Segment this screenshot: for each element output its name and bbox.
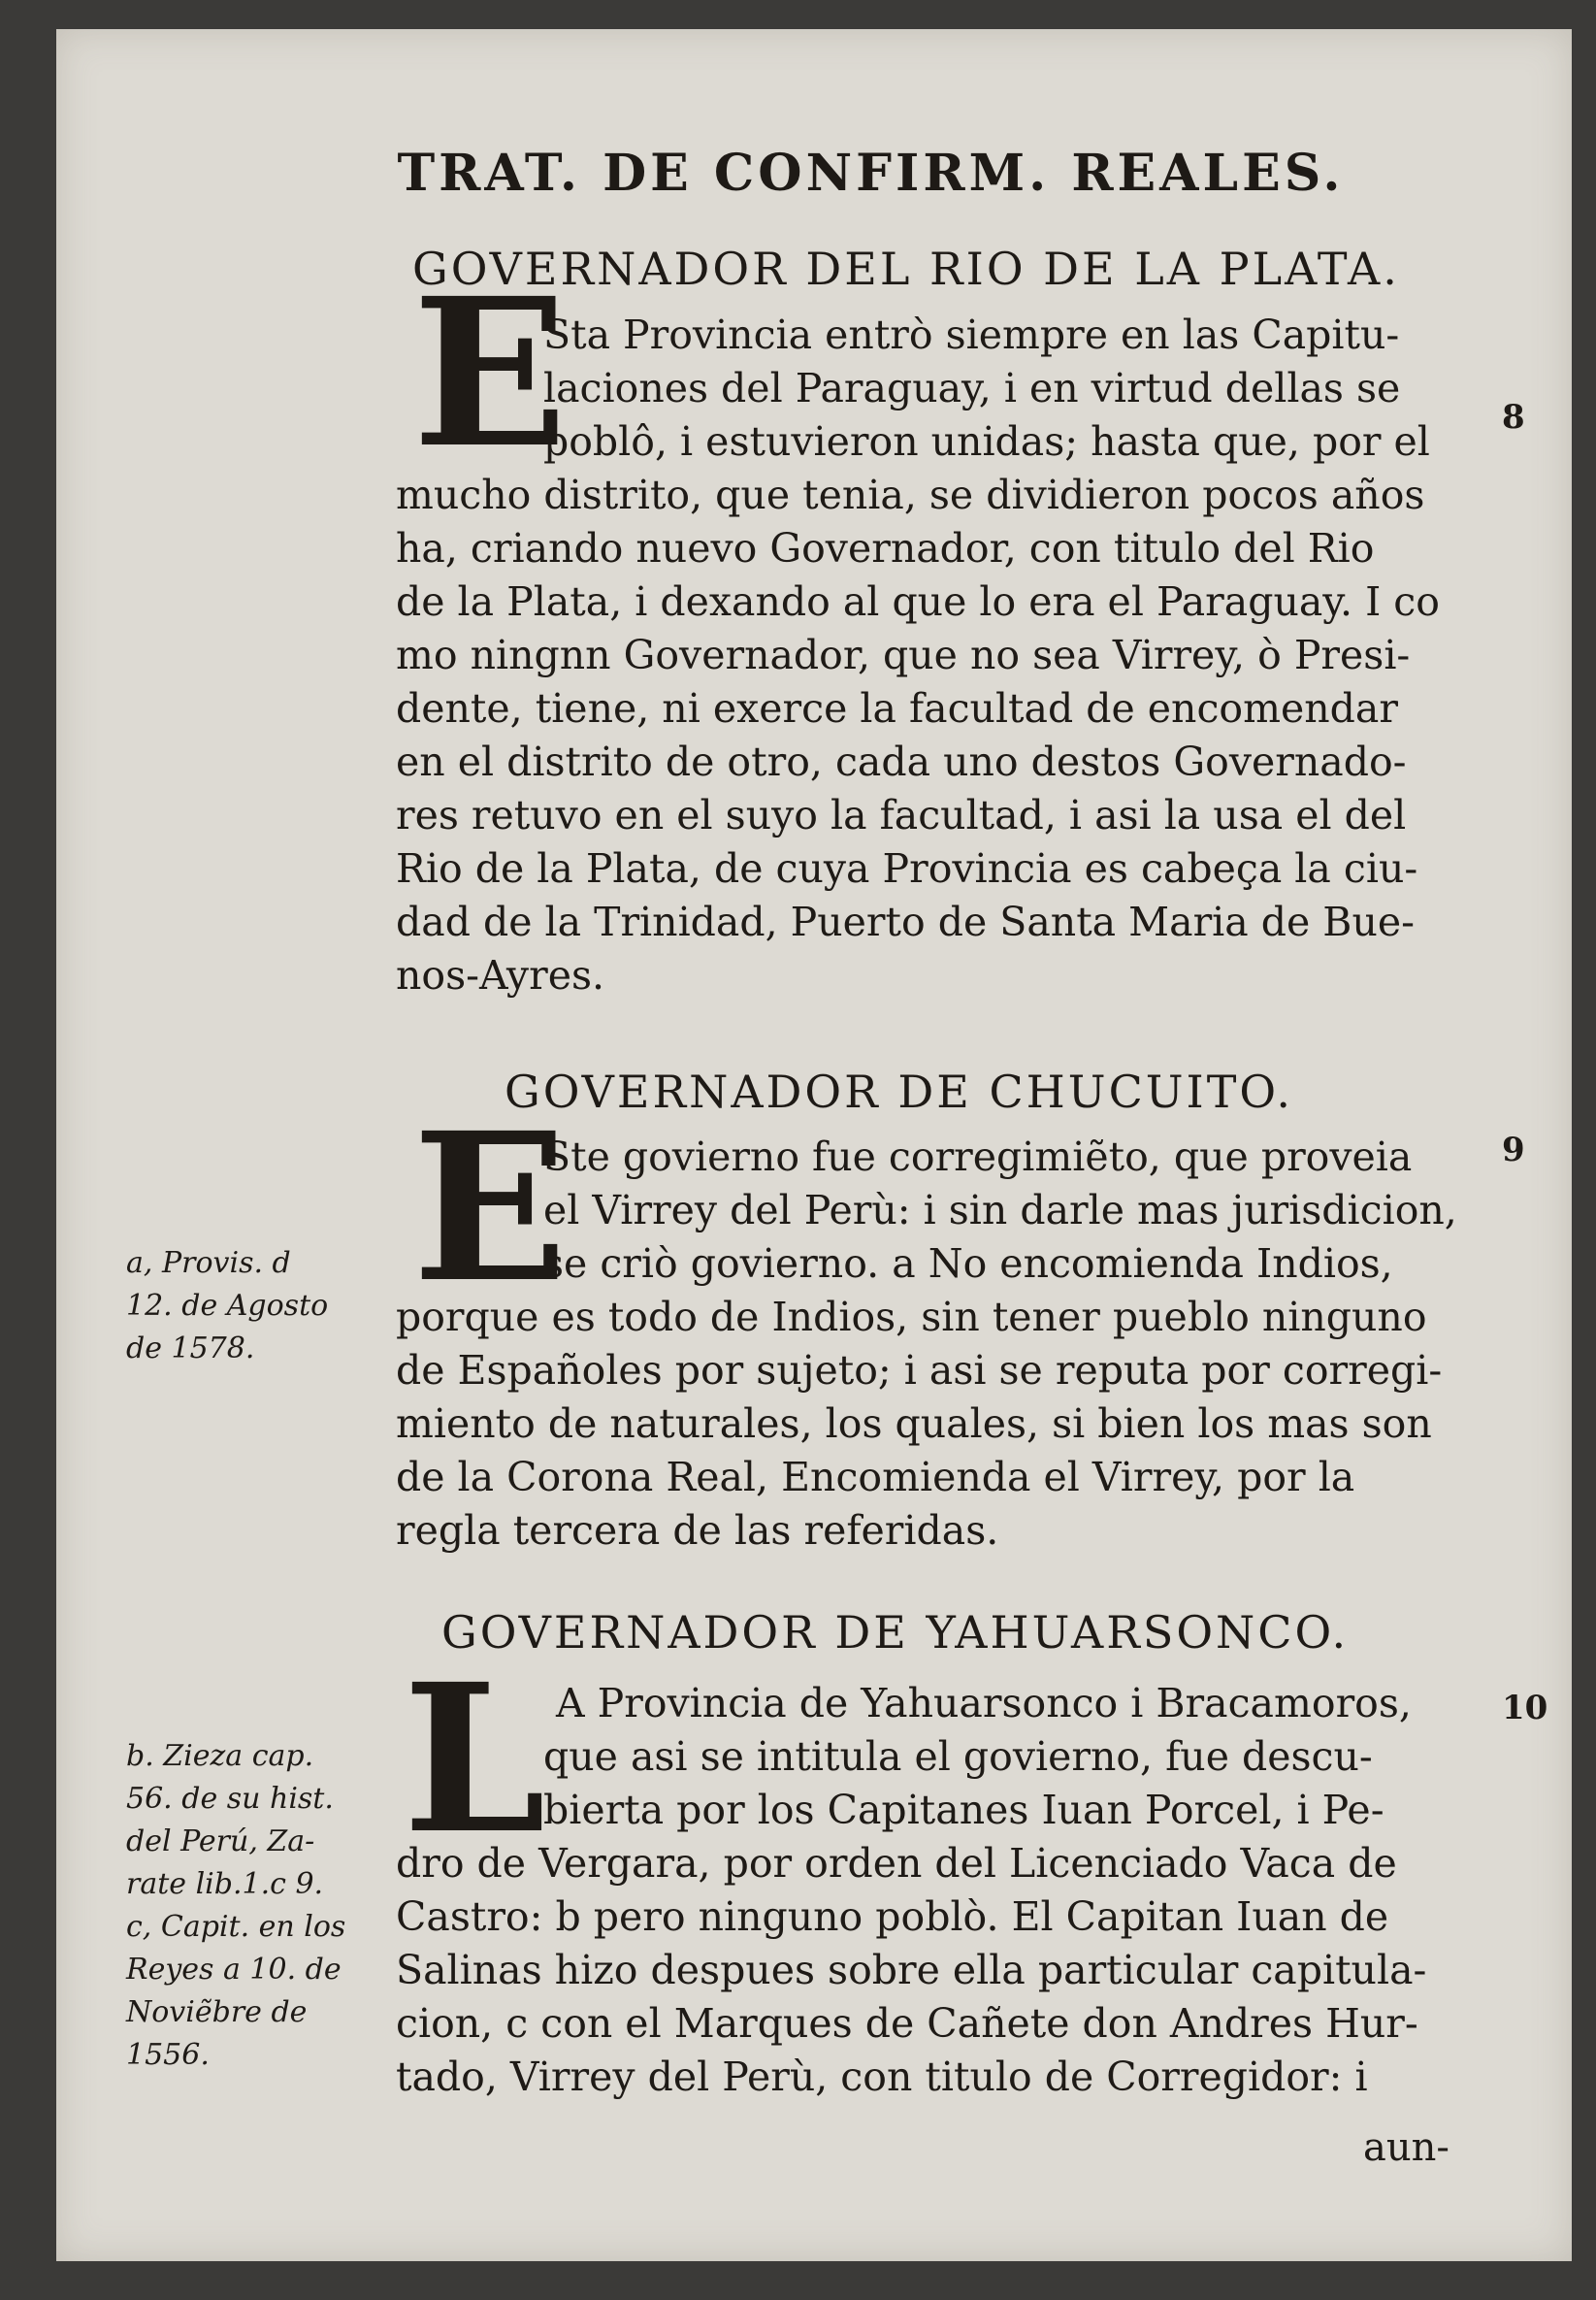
margin-number: 9 bbox=[1502, 1131, 1525, 1169]
text-line: mo ningnn Governador, que no sea Virrey, ò Presi- bbox=[396, 632, 1411, 678]
text-line: bierta por los Capitanes Iuan Porcel, i Pe- bbox=[543, 1787, 1384, 1833]
text-line: de Españoles por sujeto; i asi se reputa por corregi- bbox=[396, 1347, 1443, 1394]
text-line: Rio de la Plata, de cuya Provincia es cabeça la ciu- bbox=[396, 845, 1418, 892]
text-line: dro de Vergara, por orden del Licenciado Vaca de bbox=[396, 1840, 1397, 1887]
text-line: en el distrito de otro, cada uno destos Governado- bbox=[396, 739, 1407, 785]
margin-note-line: del Perú, Za- bbox=[126, 1824, 315, 1858]
text-line: Salinas hizo despues sobre ella particular capitula- bbox=[396, 1947, 1427, 1993]
text-line: el Virrey del Perù: i sin darle mas jurisdicion, bbox=[543, 1187, 1457, 1233]
section-body-chucuito bbox=[396, 1131, 1463, 1558]
text-line: se criò govierno. a No encomienda Indios, bbox=[543, 1240, 1393, 1287]
dropcap: E bbox=[412, 253, 569, 493]
text-line: porque es todo de Indios, sin tener pueblo ninguno bbox=[396, 1294, 1427, 1340]
margin-note-line: rate lib.1.c 9. bbox=[126, 1867, 324, 1901]
text-line: cion, c con el Marques de Cañete don Andres Hur- bbox=[396, 2000, 1418, 2047]
text-line: res retuvo en el suyo la facultad, i asi la usa el del bbox=[396, 792, 1407, 838]
section-body-rio-de-la-plata bbox=[396, 309, 1463, 1002]
text-line: laciones del Paraguay, i en virtud dellas se bbox=[543, 365, 1401, 411]
section-title-chucuito: GOVERNADOR DE CHUCUITO. bbox=[505, 1066, 1294, 1118]
section-title-rio-de-la-plata: GOVERNADOR DEL RIO DE LA PLATA. bbox=[412, 243, 1400, 295]
margin-note bbox=[126, 1242, 388, 1370]
margin-note-line: 1556. bbox=[126, 2038, 210, 2072]
text-line: dad de la Trinidad, Puerto de Santa Maria de Bue- bbox=[396, 899, 1415, 945]
margin-note-line: Noviẽbre de bbox=[126, 1995, 308, 2029]
text-line: de la Plata, i dexando al que lo era el Paraguay. I co bbox=[396, 578, 1440, 625]
margin-note bbox=[126, 1735, 388, 2077]
text-line: tado, Virrey del Perù, con titulo de Corregidor: i bbox=[396, 2054, 1368, 2100]
text-line: nos-Ayres. bbox=[396, 952, 605, 999]
text-line: dente, tiene, ni exerce la facultad de encomendar bbox=[396, 685, 1398, 732]
text-line: que asi se intitula el govierno, fue descu- bbox=[543, 1733, 1373, 1780]
margin-number: 8 bbox=[1502, 398, 1525, 437]
text-line: poblô, i estuvieron unidas; hasta que, por el bbox=[543, 418, 1430, 465]
running-header: TRAT. DE CONFIRM. REALES. bbox=[397, 144, 1345, 203]
margin-note-line: b. Zieza cap. bbox=[126, 1739, 314, 1773]
text-line: A Provincia de Yahuarsonco i Bracamoros, bbox=[556, 1680, 1412, 1726]
text-line: ha, criando nuevo Governador, con titulo del Rio bbox=[396, 525, 1375, 572]
margin-number: 10 bbox=[1502, 1689, 1548, 1727]
text-line: de la Corona Real, Encomienda el Virrey, por la bbox=[396, 1454, 1355, 1500]
dropcap: L bbox=[403, 1639, 546, 1879]
margin-note-line: c, Capit. en los bbox=[126, 1910, 346, 1944]
margin-note-line: 56. de su hist. bbox=[126, 1782, 334, 1816]
text-line: Castro: b pero ninguno poblò. El Capitan Iuan de bbox=[396, 1893, 1389, 1940]
text-line: regla tercera de las referidas. bbox=[396, 1507, 999, 1554]
text-line: Sta Provincia entrò siempre en las Capitu- bbox=[543, 312, 1400, 358]
text-line: miento de naturales, los quales, si bien los mas son bbox=[396, 1400, 1432, 1447]
margin-note-line: a, Provis. d bbox=[126, 1246, 291, 1280]
dropcap: E bbox=[412, 1088, 569, 1328]
section-title-yahuarsonco: GOVERNADOR DE YAHUARSONCO. bbox=[441, 1606, 1350, 1659]
margin-note-line: 12. de Agosto bbox=[126, 1289, 329, 1323]
text-line: Ste govierno fue corregimiẽto, que proveia bbox=[543, 1134, 1413, 1180]
margin-note-line: Reyes a 10. de bbox=[126, 1953, 342, 1987]
margin-note-line: de 1578. bbox=[126, 1331, 255, 1365]
text-line: mucho distrito, que tenia, se dividieron pocos años bbox=[396, 472, 1425, 518]
section-body-yahuarsonco bbox=[396, 1639, 1463, 2104]
catchword: aun- bbox=[1363, 2125, 1449, 2170]
